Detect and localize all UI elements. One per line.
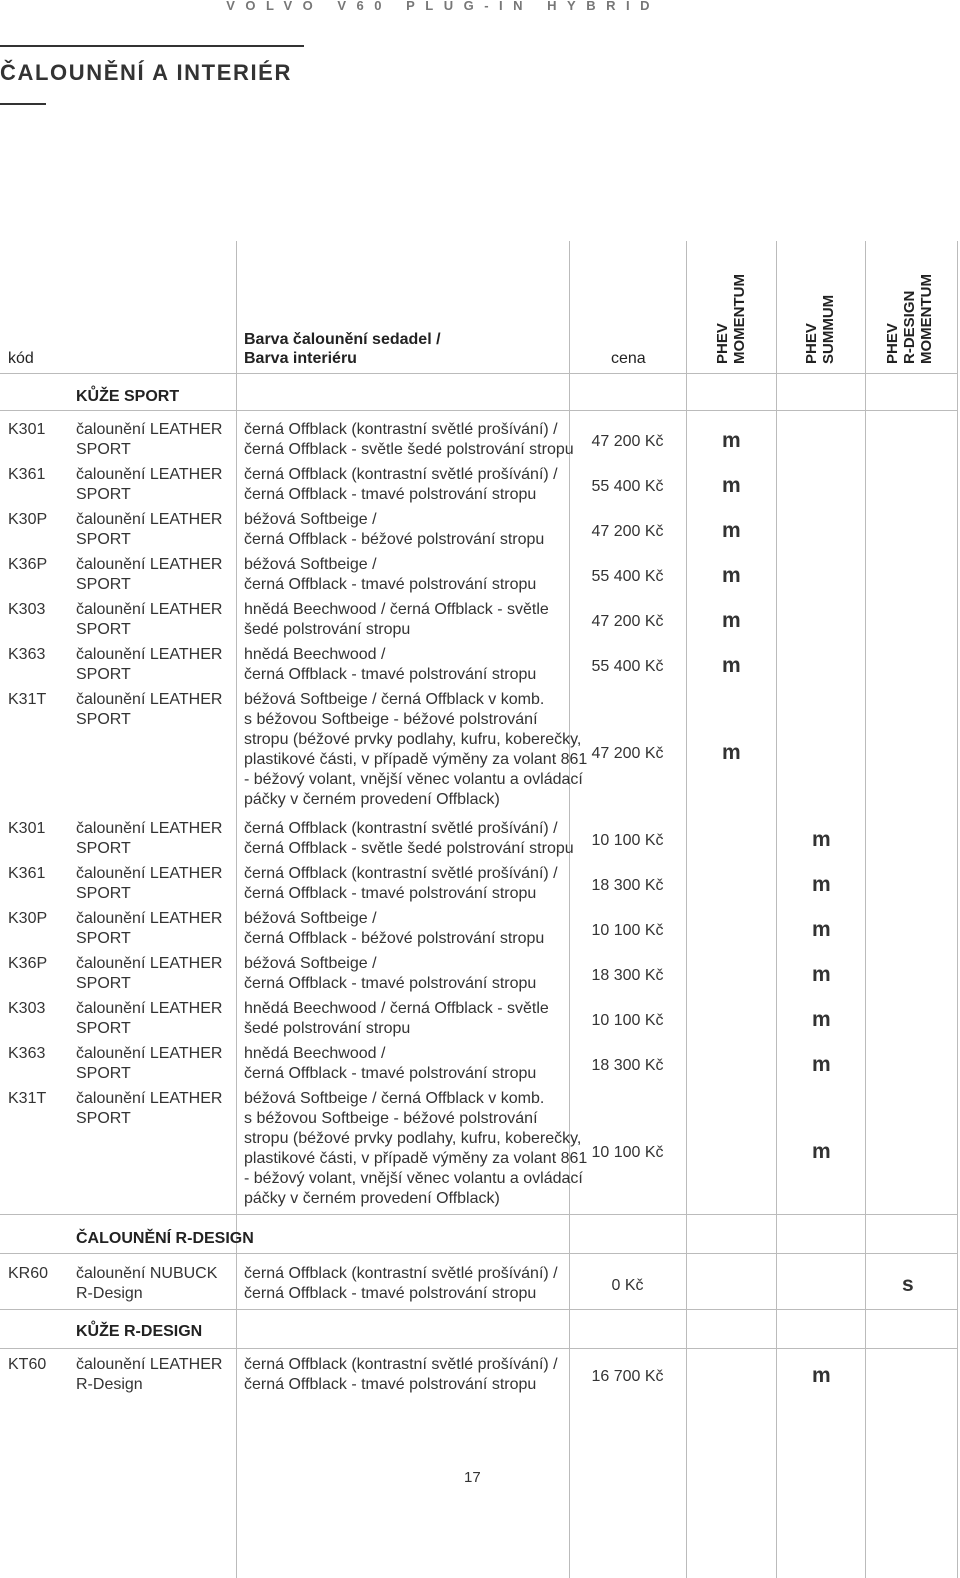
- row-code: K30P: [8, 511, 48, 528]
- availability-mark: m: [722, 519, 741, 542]
- column-divider: [957, 241, 958, 1578]
- row-price: 18 300 Kč: [591, 877, 664, 894]
- column-header-code: kód: [8, 350, 34, 367]
- column-header-color-line1: Barva čalounění sedadel /: [244, 331, 441, 348]
- row-divider: [0, 1309, 958, 1310]
- availability-mark: m: [722, 474, 741, 497]
- availability-mark: m: [812, 963, 831, 986]
- availability-mark: s: [902, 1273, 914, 1296]
- row-code: K36P: [8, 955, 48, 972]
- row-upholstery: čalounění LEATHER R-Design: [76, 1356, 223, 1393]
- column-header-variant-momentum: PHEV MOMENTUM: [714, 274, 748, 364]
- row-upholstery: čalounění NUBUCK R-Design: [76, 1265, 218, 1302]
- row-price: 0 Kč: [611, 1277, 644, 1294]
- row-code: K31T: [8, 1090, 47, 1107]
- row-code: K361: [8, 466, 46, 483]
- row-color-description: béžová Softbeige / černá Offblack - tmavé polstrování stropu: [244, 556, 537, 593]
- row-upholstery: čalounění LEATHER SPORT: [76, 511, 223, 548]
- row-code: K303: [8, 1000, 46, 1017]
- row-code: K30P: [8, 910, 48, 927]
- row-color-description: černá Offblack (kontrastní světlé prošívání) / černá Offblack - tmavé polstrování stropu: [244, 1265, 558, 1302]
- row-code: K36P: [8, 556, 48, 573]
- row-upholstery: čalounění LEATHER SPORT: [76, 466, 223, 503]
- row-upholstery: čalounění LEATHER SPORT: [76, 601, 223, 638]
- row-color-description: černá Offblack (kontrastní světlé prošívání) / černá Offblack - tmavé polstrování stropu: [244, 1356, 558, 1393]
- row-price: 47 200 Kč: [591, 613, 664, 630]
- section-title: KŮŽE SPORT: [76, 388, 180, 405]
- section-title: KŮŽE R-DESIGN: [76, 1323, 203, 1340]
- row-upholstery: čalounění LEATHER SPORT: [76, 1045, 223, 1082]
- row-color-description: béžová Softbeige / černá Offblack v komb. s béžovou Softbeige - béžové polstrování stropu (béžové prvky podlahy, kufru, koberečky, plastikové části, v případě výměny za volant 861 - béžový volant, vnější věnec volantu a ovládací páčky v černém provedení Offblack): [244, 1090, 588, 1207]
- row-color-description: hnědá Beechwood / černá Offblack - světle šedé polstrování stropu: [244, 1000, 549, 1037]
- row-upholstery: čalounění LEATHER SPORT: [76, 955, 223, 992]
- row-price: 55 400 Kč: [591, 658, 664, 675]
- column-divider: [686, 241, 687, 1578]
- row-code: K363: [8, 646, 46, 663]
- row-price: 55 400 Kč: [591, 568, 664, 585]
- row-color-description: černá Offblack (kontrastní světlé prošívání) / černá Offblack - světle šedé polstrování stropu: [244, 421, 574, 458]
- availability-mark: m: [812, 873, 831, 896]
- availability-mark: m: [812, 1140, 831, 1163]
- row-upholstery: čalounění LEATHER SPORT: [76, 691, 223, 728]
- row-upholstery: čalounění LEATHER SPORT: [76, 865, 223, 902]
- row-price: 47 200 Kč: [591, 523, 664, 540]
- row-divider: [0, 1214, 958, 1215]
- title-underline: [0, 103, 46, 105]
- row-price: 10 100 Kč: [591, 1012, 664, 1029]
- row-upholstery: čalounění LEATHER SPORT: [76, 1000, 223, 1037]
- row-color-description: hnědá Beechwood / černá Offblack - světle šedé polstrování stropu: [244, 601, 549, 638]
- row-divider: [0, 373, 958, 374]
- availability-mark: m: [722, 564, 741, 587]
- row-color-description: béžová Softbeige / černá Offblack - béžové polstrování stropu: [244, 511, 545, 548]
- availability-mark: m: [812, 828, 831, 851]
- availability-mark: m: [812, 1053, 831, 1076]
- row-color-description: černá Offblack (kontrastní světlé prošívání) / černá Offblack - tmavé polstrování stropu: [244, 466, 558, 503]
- title-rule: [0, 45, 304, 47]
- row-price: 55 400 Kč: [591, 478, 664, 495]
- row-code: K363: [8, 1045, 46, 1062]
- row-price: 18 300 Kč: [591, 967, 664, 984]
- row-price: 10 100 Kč: [591, 922, 664, 939]
- row-price: 10 100 Kč: [591, 832, 664, 849]
- row-color-description: béžová Softbeige / černá Offblack - béžové polstrování stropu: [244, 910, 545, 947]
- brand-header: VOLVO V60 PLUG-IN HYBRID: [226, 0, 660, 13]
- row-price: 10 100 Kč: [591, 1144, 664, 1161]
- page-title: ČALOUNĚNÍ A INTERIÉR: [0, 60, 292, 85]
- row-price: 47 200 Kč: [591, 745, 664, 762]
- page-number: 17: [464, 1469, 481, 1486]
- row-upholstery: čalounění LEATHER SPORT: [76, 646, 223, 683]
- column-divider: [865, 241, 866, 1578]
- row-code: KT60: [8, 1356, 47, 1373]
- column-header-color-line2: Barva interiéru: [244, 350, 357, 367]
- row-divider: [0, 1253, 958, 1254]
- row-color-description: hnědá Beechwood / černá Offblack - tmavé polstrování stropu: [244, 1045, 537, 1082]
- row-upholstery: čalounění LEATHER SPORT: [76, 556, 223, 593]
- availability-mark: m: [722, 609, 741, 632]
- section-title: ČALOUNĚNÍ R-DESIGN: [76, 1230, 254, 1247]
- row-color-description: béžová Softbeige / černá Offblack - tmavé polstrování stropu: [244, 955, 537, 992]
- availability-mark: m: [812, 918, 831, 941]
- row-color-description: hnědá Beechwood / černá Offblack - tmavé polstrování stropu: [244, 646, 537, 683]
- row-color-description: béžová Softbeige / černá Offblack v komb. s béžovou Softbeige - béžové polstrování stropu (béžové prvky podlahy, kufru, koberečky, plastikové části, v případě výměny za volant 861 - béžový volant, vnější věnec volantu a ovládací páčky v černém provedení Offblack): [244, 691, 588, 808]
- column-divider: [776, 241, 777, 1578]
- column-divider: [236, 241, 237, 1578]
- row-code: K301: [8, 421, 46, 438]
- availability-mark: m: [722, 654, 741, 677]
- row-upholstery: čalounění LEATHER SPORT: [76, 1090, 223, 1127]
- availability-mark: m: [722, 741, 741, 764]
- row-code: K303: [8, 601, 46, 618]
- column-header-variant-rdesign: PHEV R-DESIGN MOMENTUM: [884, 274, 935, 364]
- availability-mark: m: [812, 1364, 831, 1387]
- row-divider: [0, 410, 958, 411]
- row-price: 18 300 Kč: [591, 1057, 664, 1074]
- row-code: K301: [8, 820, 46, 837]
- row-price: 47 200 Kč: [591, 433, 664, 450]
- row-color-description: černá Offblack (kontrastní světlé prošívání) / černá Offblack - světle šedé polstrování stropu: [244, 820, 574, 857]
- row-upholstery: čalounění LEATHER SPORT: [76, 820, 223, 857]
- row-upholstery: čalounění LEATHER SPORT: [76, 421, 223, 458]
- availability-mark: m: [812, 1008, 831, 1031]
- availability-mark: m: [722, 429, 741, 452]
- row-upholstery: čalounění LEATHER SPORT: [76, 910, 223, 947]
- column-header-variant-summum: PHEV SUMMUM: [803, 294, 837, 364]
- row-code: KR60: [8, 1265, 49, 1282]
- row-code: K31T: [8, 691, 47, 708]
- column-header-price: cena: [611, 350, 646, 367]
- row-divider: [0, 1348, 958, 1349]
- row-price: 16 700 Kč: [591, 1368, 664, 1385]
- row-color-description: černá Offblack (kontrastní světlé prošívání) / černá Offblack - tmavé polstrování stropu: [244, 865, 558, 902]
- row-code: K361: [8, 865, 46, 882]
